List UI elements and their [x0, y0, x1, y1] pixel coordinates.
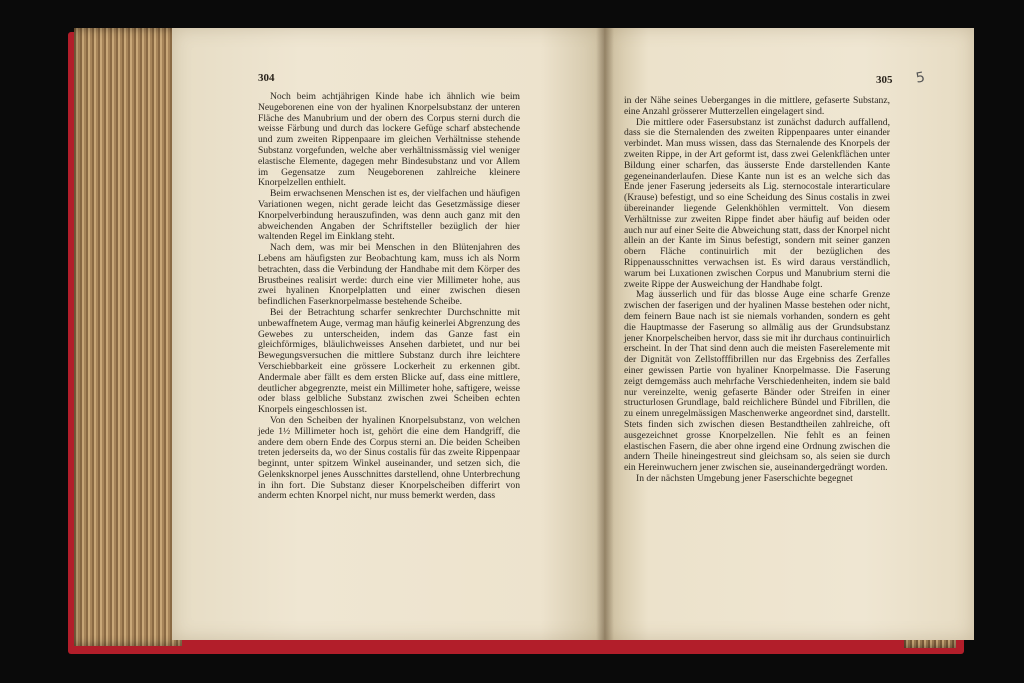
left-paragraph: Noch beim achtjährigen Kinde habe ich ähnlich wie beim Neugeborenen eine von der hyalinen Knorpelsubstanz der unteren Fläche des Manubrium und der obern des Corpus sterni durch die weisse Färbung und durch das lockere Gefüge scharf abstechende und zum zweiten Rippenpaare im gleichen Verhältnisse stehende Substanz vorgefunden, welche aber verhältnissmässig viel weniger elastische Elemente, dagegen mehr Bindesubstanz und vor Allem im Gegensatze zum Neugeborenen zahlreiche kleinere Knorpelzellen enthielt.: [258, 91, 520, 189]
pencil-annotation: 5: [914, 69, 927, 87]
right-paragraph: Mag äusserlich und für das blosse Auge eine scharfe Grenze zwischen der faserigen und der hyalinen Masse bestehen oder nicht, dem feinern Baue nach ist sie niemals vorhanden, sondern es geht die Hauptmasse der Faserung so allmälig aus der Grundsubstanz jener Knorpelscheiben hervor, dass sie mit ihr durchaus continuirlich erscheint. In der That sind denn auch die meisten Faserelemente mit der Dignität von Zellstofffibrillen nur das Ergebniss des Zerfalles einer gewissen Partie von hyaliner Knorpelmasse. Die Faserung zeigt demgemäss auch mehrfache Verschiedenheiten, indem sie bald nur vereinzelte, wenig gefaserte Bänder oder Streifen in einer structurlosen Grundlage, bald reichlichere Bündel und Fibrillen, die zu einem unregelmässigen Maschenwerke angeordnet sind, darstellt. Stets finden sich zwischen diesen Bestandtheilen zahlreiche, oft ausgezeichnet grosse Knorpelzellen. Nie fehlt es an feinen elastischen Fasern, die aber ohne irgend eine Ordnung zwischen die andern Theile hineingestreut sind gleichsam so, als seien sie durch ein Hereinwuchern jener zwischen sie, auseinandergedrängt worden.: [624, 289, 890, 474]
page-edges-left: [74, 28, 182, 646]
open-book: [68, 24, 964, 654]
right-paragraph: In der nächsten Umgebung jener Faserschichte begegnet: [636, 472, 853, 484]
right-page-text: [624, 96, 890, 485]
left-paragraph: Nach dem, was mir bei Menschen in den Blütenjahren des Lebens am häufigsten zur Beobachtung kam, muss ich als Norm betrachten, dass die Verbindung der Handhabe mit dem Körper des Brustbeines realisirt werde: durch eine vier Millimeter hohe, aus zwei hyalinen Knorpelplatten und einer zwischen diesen befindlichen Faserknorpelmasse bestehende Scheibe.: [258, 242, 520, 308]
right-page: [604, 28, 974, 640]
left-page: [172, 28, 606, 640]
left-paragraph: Bei der Betrachtung scharfer senkrechter Durchschnitte mit unbewaffnetem Auge, vermag man häufig keinerlei Abgrenzung des Gewebes zu unterscheiden, indem das Ganze fast ein gleichförmiges, bläulichweisses Ansehen darbietet, und nur bei Bewegungsversuchen die mittlere Substanz durch ihre leichtere Verschiebbarkeit eine grössere Lockerheit zu erkennen gibt. Andermale aber fällt es dem ersten Blicke auf, dass eine mittlere, deutlicher abgegrenzte, meist ein Millimeter hohe, saftigere, weisse oder blass gelbliche Substanz zwischen zwei Scheiben echten Knorpels eingeschlossen ist.: [258, 306, 520, 416]
left-page-text: [258, 92, 520, 502]
right-paragraph: in der Nähe seines Ueberganges in die mittlere, gefaserte Substanz, eine Anzahl grösserer Mutterzellen eingelagert sind.: [624, 95, 890, 117]
left-page-number: 304: [258, 72, 275, 84]
book-gutter: [596, 28, 614, 640]
right-paragraph: Die mittlere oder Fasersubstanz ist zunächst dadurch auffallend, dass sie die Sternalenden des zweiten Rippenpaares unter einander verbindet. Man muss wissen, dass das Sternalende des Knorpels der zweiten Rippe, in der Art geformt ist, dass zwei Gelenkflächen unter Bildung einer scharfen, das äusserste Ende darstellenden Kante gegeneinanderlaufen. Diese Kante nun ist es an welche sich das Ende jener Faserung jederseits als Lig. sternocostale interarticulare (Krause) befestigt, und so eine Scheidung des Sinus costalis in zwei übereinander liegende Gelenkhöhlen vermittelt. Von diesem Verhältnisse zur zweiten Rippe findet aber häufig auf beiden oder auch nur auf einer Seite die Abweichung statt, dass der Knorpel nicht allein an der Kante im Sinus befestigt, sondern mit seiner ganzen obern Fläche continuirlich mit der bezüglichen des Rippenausschnittes verwachsen ist. Es wird daraus verständlich, warum bei Luxationen zwischen Corpus und Manubrium sterni die zweite Rippe der Ausweichung der Handhabe folgt.: [624, 116, 890, 290]
left-paragraph: Von den Scheiben der hyalinen Knorpelsubstanz, von welchen jede 1½ Millimeter hoch ist, gehört die eine dem Handgriff, die andere dem obern Ende des Corpus sterni an. Die beiden Scheiben treten jederseits da, wo der Sinus costalis für das zweite Rippenpaar beginnt, unter spitzem Winkel auseinander, und setzen sich, die Gelenksknorpel jenes Ausschnittes darstellend, ohne Unterbrechung in ihn fort. Die Substanz dieser Knorpelscheiben differirt von anderm echten Knorpel nicht, nur muss bemerkt werden, dass: [258, 414, 520, 502]
left-paragraph: Beim erwachsenen Menschen ist es, der vielfachen und häufigen Variationen wegen, nicht gerade leicht das Gesetzmässige dieser Knorpelverbindung herauszufinden, was denn auch ganz mit den abweichenden Angaben der Schriftsteller bezüglich der hier waltenden Regel im Einklang steht.: [258, 188, 520, 243]
right-page-number: 305: [876, 74, 893, 86]
